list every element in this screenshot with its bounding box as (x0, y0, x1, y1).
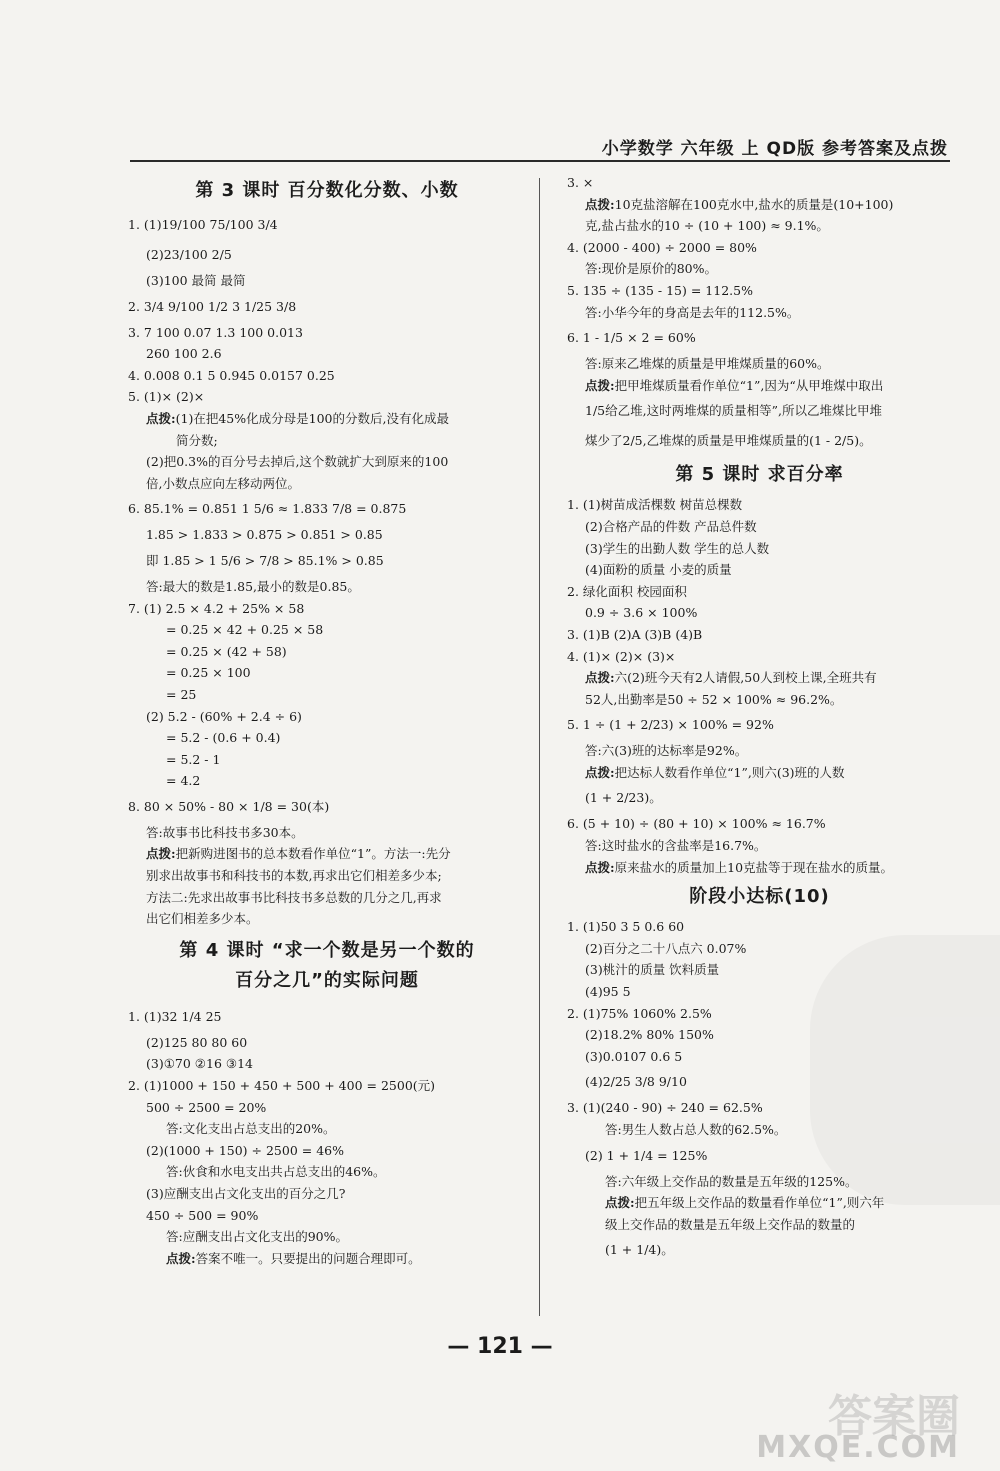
answer-line: 答:六年级上交作品的数量是五年级的125%。 (605, 1173, 858, 1189)
answer-line: 答:应酬支出占文化支出的90%。 (166, 1229, 348, 1245)
answer-line: (1 + 1/4)。 (605, 1242, 674, 1258)
answer-line: (2)23/100 2/5 (146, 247, 232, 262)
answer-line: 级上交作品的数量是五年级上交作品的数量的 (605, 1216, 856, 1232)
answer-line: 方法二:先求出故事书比科技书多总数的几分之几,再求 (146, 889, 442, 905)
hint-line: 点拨:答案不唯一。只要提出的问题合理即可。 (166, 1250, 421, 1266)
answer-line: (3)桃汁的质量 饮料质量 (585, 962, 720, 978)
answer-line: 1. (1)19/100 75/100 3/4 (128, 217, 278, 232)
answer-line: 5. 135 ÷ (135 - 15) = 112.5% (567, 282, 753, 298)
answer-line: (3)①70 ②16 ③14 (146, 1056, 253, 1072)
page-number: — 121 — (447, 1334, 553, 1359)
hint-line: 点拨:六(2)班今天有2人请假,50人到校上课,全班共有 (585, 670, 877, 686)
section-heading: 第 4 课时 “求一个数是另一个数的 百分之几”的实际问题 (179, 939, 475, 991)
answer-line: 答:文化支出占总支出的20%。 (166, 1121, 336, 1137)
section-heading: 第 3 课时 百分数化分数、小数 (195, 180, 459, 201)
answer-line: 3. (1)(240 - 90) ÷ 240 = 62.5% (567, 1100, 763, 1116)
answer-line: 3. (1)B (2)A (3)B (4)B (567, 626, 703, 642)
watermark-answer-text: 答案圈 (828, 1391, 960, 1442)
answer-line: 260 100 2.6 (146, 346, 222, 362)
header-rule (130, 160, 950, 162)
answer-line: 答:小华今年的身高是去年的112.5%。 (585, 304, 800, 320)
hint-label: 点拨: (605, 1195, 635, 1211)
answer-line: 2. 3/4 9/100 1/2 3 1/25 3/8 (128, 298, 297, 314)
answer-line: 7. (1) 2.5 × 4.2 + 25% × 58 (128, 600, 305, 616)
hint-label: 点拨: (585, 196, 615, 212)
section-heading: 第 5 课时 求百分率 (675, 464, 844, 486)
answer-line: 6. 85.1% = 0.851 1 5/6 ≈ 1.833 7/8 = 0.875 (128, 501, 407, 517)
answer-line: (2)125 80 80 60 (146, 1034, 248, 1050)
answer-line: 5. 1 ÷ (1 + 2/23) × 100% = 92% (567, 717, 774, 733)
answer-line: = 25 (166, 686, 197, 702)
hint-line: 点拨:把五年级上交作品的数量看作单位“1”,则六年 (605, 1195, 885, 1211)
hint-label: 点拨: (585, 764, 615, 780)
hint-line: 点拨:10克盐溶解在100克水中,盐水的质量是(10+100) (585, 196, 894, 212)
answer-line: 答:现价是原价的80%。 (585, 261, 717, 277)
answer-line: = 0.25 × 42 + 0.25 × 58 (166, 622, 324, 638)
answer-line: 答:男生人数占总人数的62.5%。 (605, 1122, 787, 1137)
answer-line: (4)面粉的质量 小麦的质量 (585, 562, 732, 578)
answer-line: (4)95 5 (585, 984, 631, 1000)
hint-line: 点拨:把新购进图书的总本数看作单位“1”。方法一:先分 (146, 846, 451, 862)
answer-line: 别求出故事书和科技书的本数,再求出它们相差多少本; (146, 868, 442, 884)
answer-line: 6. 1 - 1/5 × 2 = 60% (567, 330, 696, 346)
answer-line: (1 + 2/23)。 (585, 790, 662, 806)
answer-line: 简分数; (176, 432, 218, 448)
answer-line: 煤少了2/5,乙堆煤的质量是甲堆煤质量的(1 - 2/5)。 (585, 433, 872, 449)
answer-line: (3)0.0107 0.6 5 (585, 1048, 683, 1064)
page-header: 小学数学 六年级 上 QD版 参考答案及点拨 (601, 139, 948, 159)
answer-line: = 0.25 × (42 + 58) (166, 643, 287, 659)
answer-line: 克,盐占盐水的10 ÷ (10 + 100) ≈ 9.1%。 (585, 218, 829, 234)
answer-line: 1. (1)32 1/4 25 (128, 1008, 222, 1024)
hint-line: 点拨:把甲堆煤质量看作单位“1”,因为“从甲堆煤中取出 (585, 377, 884, 393)
answer-line: 答:故事书比科技书多30本。 (146, 824, 304, 840)
answer-line: 倍,小数点应向左移动两位。 (146, 475, 300, 491)
answer-line: 2. 绿化面积 校园面积 (567, 583, 687, 599)
answer-line: (2)把0.3%的百分号去掉后,这个数就扩大到原来的100 (146, 454, 449, 470)
answer-line: 52人,出勤率是50 ÷ 52 × 100% ≈ 96.2%。 (585, 691, 843, 707)
answer-line: 答:伙食和水电支出共占总支出的46%。 (166, 1164, 386, 1180)
hint-line: 点拨:原来盐水的质量加上10克盐等于现在盐水的质量。 (585, 859, 894, 875)
answer-line: (2)(1000 + 150) ÷ 2500 = 46% (146, 1142, 344, 1158)
watermark-site: MXQE.COM (756, 1430, 960, 1465)
answer-line: 5. (1)× (2)× (128, 389, 205, 405)
answer-line: (2)百分之二十八点六 0.07% (585, 940, 747, 956)
hint-label: 点拨: (585, 670, 615, 686)
answer-line: 答:原来乙堆煤的质量是甲堆煤质量的60%。 (585, 356, 830, 372)
answer-line: 3. × (567, 175, 594, 190)
answer-line: 答:六(3)班的达标率是92%。 (585, 743, 748, 759)
answer-line: 4. (2000 - 400) ÷ 2000 = 80% (567, 239, 757, 255)
answer-line: 1.85 > 1.833 > 0.875 > 0.851 > 0.85 (146, 527, 383, 543)
answer-line: (3)应酬支出占文化支出的百分之几? (146, 1186, 346, 1201)
answer-line: (2)合格产品的件数 产品总件数 (585, 518, 757, 534)
answer-line: 2. (1)1000 + 150 + 450 + 500 + 400 = 2500(元) (128, 1078, 436, 1094)
hint-label: 点拨: (585, 377, 615, 393)
answer-line: 4. 0.008 0.1 5 0.945 0.0157 0.25 (128, 367, 335, 383)
answer-line: = 4.2 (166, 773, 201, 789)
answer-line: (2) 1 + 1/4 = 125% (585, 1147, 708, 1163)
answer-line: 500 ÷ 2500 = 20% (146, 1099, 267, 1115)
answer-line: 3. 7 100 0.07 1.3 100 0.013 (128, 324, 303, 340)
answer-line: (2) 5.2 - (60% + 2.4 ÷ 6) (146, 708, 302, 724)
answer-line: 1. (1)树苗成活棵数 树苗总棵数 (567, 497, 743, 513)
answer-line: (2)18.2% 80% 150% (585, 1027, 714, 1043)
answer-line: 即 1.85 > 1 5/6 > 7/8 > 85.1% > 0.85 (146, 552, 384, 568)
hint-label: 点拨: (146, 846, 176, 862)
answer-line: 8. 80 × 50% - 80 × 1/8 = 30(本) (128, 798, 330, 814)
hint-label: 点拨: (146, 410, 176, 426)
column-divider (539, 178, 540, 1316)
answer-line: = 0.25 × 100 (166, 665, 251, 681)
watermark-badge (810, 935, 1000, 1205)
hint-label: 点拨: (166, 1250, 196, 1266)
answer-line: 出它们相差多少本。 (146, 911, 259, 927)
left-column (128, 172, 526, 1269)
answer-line: 答:最大的数是1.85,最小的数是0.85。 (146, 578, 360, 594)
answer-line: 答:这时盐水的含盐率是16.7%。 (585, 838, 767, 854)
answer-line: 0.9 ÷ 3.6 × 100% (585, 605, 698, 621)
answer-line: 450 ÷ 500 = 90% (146, 1207, 259, 1223)
answer-line: (3)100 最简 最简 (146, 273, 246, 288)
section-heading: 阶段小达标(10) (689, 886, 830, 908)
answer-line: 4. (1)× (2)× (3)× (567, 648, 676, 664)
answer-line: (3)学生的出勤人数 学生的总人数 (585, 540, 770, 556)
hint-label: 点拨: (585, 859, 615, 875)
hint-line: 点拨:把达标人数看作单位“1”,则六(3)班的人数 (585, 764, 845, 780)
answer-line: 2. (1)75% 1060% 2.5% (567, 1005, 712, 1021)
answer-line: 6. (5 + 10) ÷ (80 + 10) × 100% ≈ 16.7% (567, 816, 826, 832)
answer-line: (4)2/25 3/8 9/10 (585, 1074, 687, 1090)
answer-line: = 5.2 - 1 (166, 751, 221, 767)
answer-line: 1. (1)50 3 5 0.6 60 (567, 919, 685, 935)
hint-line: 点拨:(1)在把45%化成分母是100的分数后,没有化成最 (146, 410, 449, 426)
answer-line: 1/5给乙堆,这时两堆煤的质量相等”,所以乙堆煤比甲堆 (585, 403, 882, 419)
answer-line: = 5.2 - (0.6 + 0.4) (166, 730, 281, 746)
